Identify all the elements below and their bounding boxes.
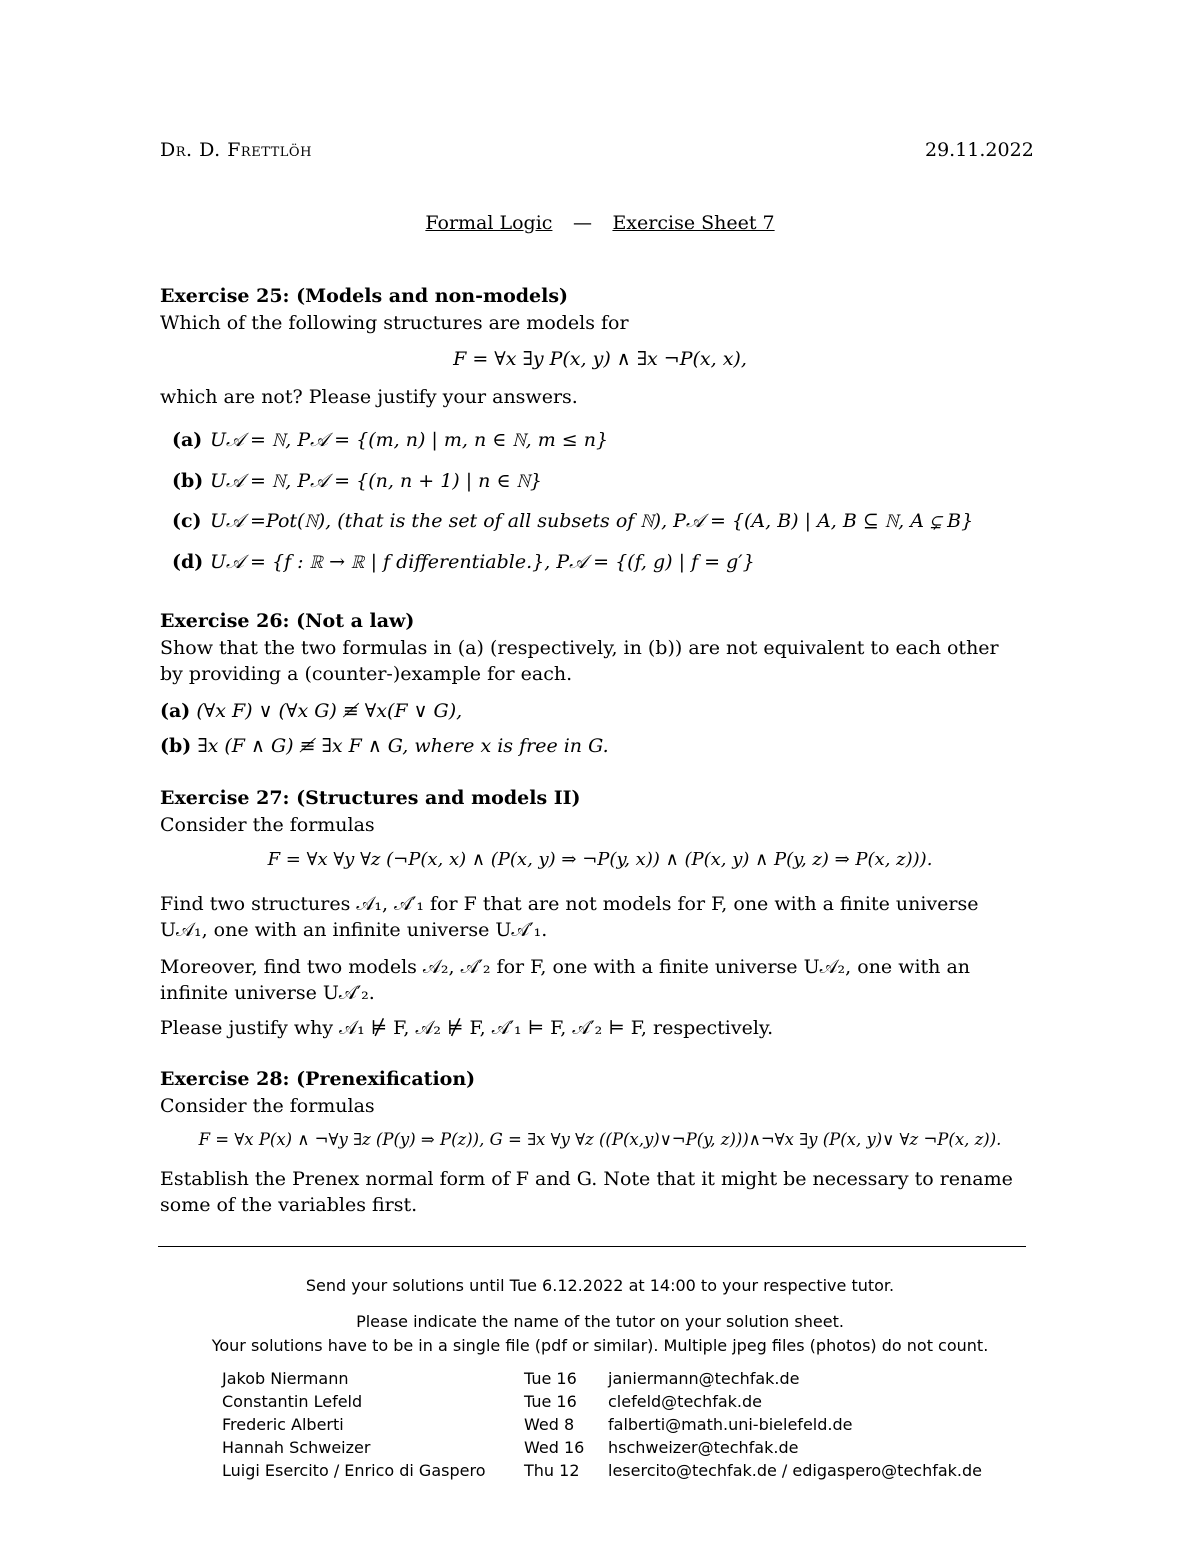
ex27-formula: F = ∀x ∀y ∀z (¬P(x, x) ∧ (P(x, y) ⇒ ¬P(y, x)) ∧ (P(x, y) ∧ P(y, z) ⇒ P(x, z))).	[267, 849, 933, 870]
author: Dr. D. Frettlöh	[160, 139, 312, 161]
tutor-row: Luigi Esercito / Enrico di Gaspero Thu 12 lesercito@techfak.de / edigaspero@techfak.de	[222, 1461, 983, 1480]
ex27-p2: Moreover, find two models 𝒜₂, 𝒜′₂ for F, one with a finite universe U𝒜₂, one with an infinite universe U𝒜′₂.	[160, 956, 971, 1004]
tutor-row: Hannah Schweizer Wed 16 hschweizer@techfak.de	[222, 1438, 799, 1457]
tutor-table	[222, 1367, 1002, 1482]
ex25-item-b: (b) U𝒜 = ℕ, P𝒜 = {(n, n + 1) | n ∈ ℕ}	[172, 470, 542, 492]
file-note: Your solutions have to be in a single file (pdf or similar). Multiple jpeg files (photos) do not count.	[211, 1336, 989, 1355]
ex25-item-c: (c) U𝒜 =Pot(ℕ), (that is the set of all subsets of ℕ), P𝒜 = {(A, B) | A, B ⊆ ℕ, A ⊊ B}	[172, 510, 974, 532]
ex25-heading: Exercise 25: (Models and non-models)	[160, 285, 569, 307]
title-separator: —	[572, 212, 592, 234]
course-name: Formal Logic	[425, 212, 553, 234]
footer-divider	[158, 1246, 1026, 1247]
ex27-p1: Find two structures 𝒜₁, 𝒜′₁ for F that are not models for F, one with a finite universe U𝒜₁, one with an infinite universe U𝒜′₁.	[160, 893, 979, 941]
ex28-formula: F = ∀x P(x) ∧ ¬∀y ∃z (P(y) ⇒ P(z)), G = ∃x ∀y ∀z ((P(x,y)∨¬P(y, z)))∧¬∀x ∃y (P(x, y)∨ ∀z ¬P(x, z)).	[198, 1130, 1002, 1149]
tutor-row: Jakob Niermann Tue 16 janiermann@techfak.de	[222, 1369, 800, 1388]
tutor-note: Please indicate the name of the tutor on your solution sheet.	[356, 1312, 844, 1331]
ex28-outro: Establish the Prenex normal form of F and G. Note that it might be necessary to rename some of the variables first.	[160, 1168, 1013, 1216]
ex27-heading: Exercise 27: (Structures and models II)	[160, 787, 581, 809]
tutor-row: Frederic Alberti Wed 8 falberti@math.uni-bielefeld.de	[222, 1415, 853, 1434]
ex28-heading: Exercise 28: (Prenexification)	[160, 1068, 476, 1090]
ex27-intro: Consider the formulas	[160, 814, 375, 836]
sheet-title	[0, 212, 1200, 234]
tutor-row: Constantin Lefeld Tue 16 clefeld@techfak.de	[222, 1392, 763, 1411]
ex25-intro: Which of the following structures are models for	[160, 312, 629, 334]
ex26-intro: Show that the two formulas in (a) (respectively, in (b)) are not equivalent to each other by providing a (counter-)example for each.	[160, 637, 999, 685]
ex26-item-a: (a) (∀x F) ∨ (∀x G) ≢ ∀x(F ∨ G),	[160, 700, 463, 722]
ex25-formula: F = ∀x ∃y P(x, y) ∧ ∃x ¬P(x, x),	[453, 348, 747, 370]
ex25-item-a: (a) U𝒜 = ℕ, P𝒜 = {(m, n) | m, n ∈ ℕ, m ≤ n}	[172, 429, 609, 451]
ex28-intro: Consider the formulas	[160, 1095, 375, 1117]
ex27-p3: Please justify why 𝒜₁ ⊭ F, 𝒜₂ ⊭ F, 𝒜′₁ ⊨ F, 𝒜′₂ ⊨ F, respectively.	[160, 1017, 774, 1039]
ex25-after: which are not? Please justify your answers.	[160, 386, 578, 408]
ex26-item-b: (b) ∃x (F ∧ G) ≢ ∃x F ∧ G, where x is free in G.	[160, 735, 609, 757]
sheet-number: Exercise Sheet 7	[612, 212, 775, 234]
deadline-note: Send your solutions until Tue 6.12.2022 at 14:00 to your respective tutor.	[305, 1276, 895, 1295]
date: 29.11.2022	[925, 139, 1034, 161]
ex26-heading: Exercise 26: (Not a law)	[160, 610, 415, 632]
ex25-item-d: (d) U𝒜 = {f : ℝ → ℝ | f differentiable.}, P𝒜 = {(f, g) | f = g′}	[172, 551, 755, 573]
